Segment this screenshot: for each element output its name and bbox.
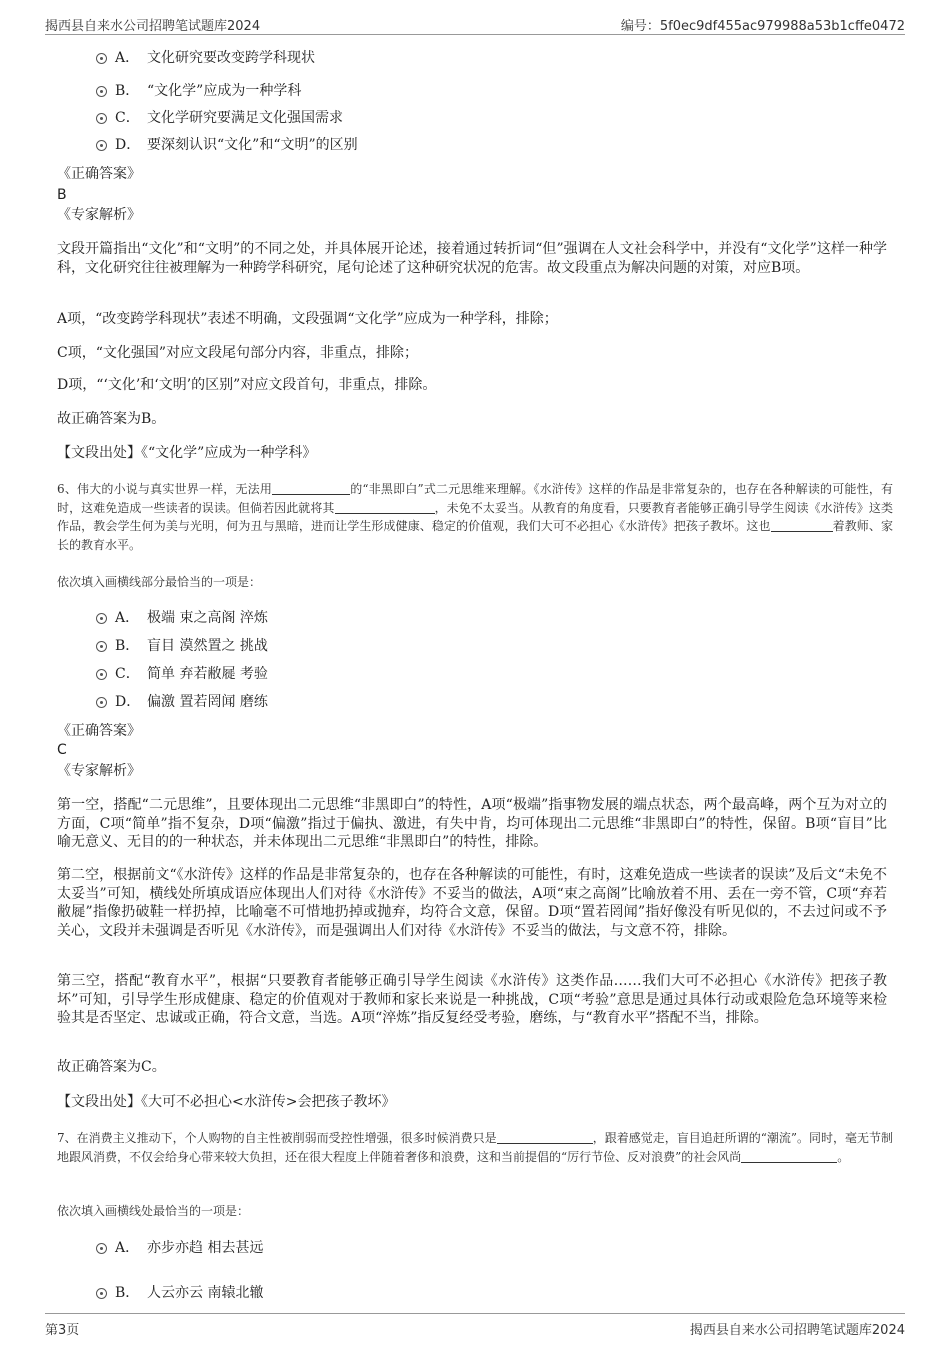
footer-title: 揭西县自来水公司招聘笔试题库2024 [689,1323,905,1338]
q6-conclusion: 故正确答案为C。 [57,1059,166,1075]
radio-icon[interactable] [96,140,107,151]
q5-analysis-para-1: 文段开篇指出“文化”和“文明”的不同之处，并具体展开论述，接着通过转折词“但”强调在人文社会科学中，并没有“文化学”这样一种学科，文化研究往往被理解为一种跨学科研究，尾句论述了这种研究状况的危害。故文段重点为解决问题的对策，对应B项。 [57,241,887,276]
page-footer [45,1313,905,1338]
q5-option-d[interactable]: D． 要深刻认识“文化”和“文明”的区别 [96,135,358,155]
fill-blank [335,501,435,514]
q6-analysis-para-3: 第三空，搭配“教育水平”，根据“只要教育者能够正确引导学生阅读《水浒传》这类作品……我们大可不必担心《水浒传》把孩子教坏”可知，引导学生形成健康、稳定的价值观对于教师和家长来说是一种挑战，C项“考验”意思是通过具体行动或艰险危急环境等来检验其是否坚定、忠诚或正确，符合文意，当选。A项“淬炼”指反复经受考验，磨练，与“教育水平”搭配不当，排除。 [57,973,887,1026]
q6-option-d[interactable]: D． 偏激 置若罔闻 磨练 [96,692,268,712]
q7-stem: 7、在消费主义推动下，个人购物的自主性被削弱而受控性增强，很多时候消费只是 ，跟着感觉走，盲目追赶所谓的“潮流”。同时，毫无节制地跟风消费，不仅会给身心带来较大负担，还在很大程度上伴随着奢侈和浪费，这和当前提倡的“厉行节俭、反对浪费”的社会风尚 。 [57,1131,893,1164]
q6-option-c[interactable]: C． 简单 弃若敝屣 考验 [96,664,268,684]
radio-icon[interactable] [96,86,107,97]
q5-option-c[interactable]: C． 文化学研究要满足文化强国需求 [96,108,343,128]
q5-option-b[interactable]: B． “文化学”应成为一种学科 [96,81,301,101]
q7-prompt: 依次填入画横线处最恰当的一项是： [57,1204,250,1218]
radio-icon[interactable] [96,1243,107,1254]
q5-analysis-label: 《专家解析》 [57,207,141,223]
header-title: 揭西县自来水公司招聘笔试题库2024 [45,19,261,34]
radio-icon[interactable] [96,669,107,680]
page-number: 第3页 [45,1323,80,1338]
q6-answer: C [57,742,67,758]
fill-blank [771,519,833,532]
q5-source: 【文段出处】《“文化学”应成为一种学科》 [57,445,317,461]
q6-analysis-para-1: 第一空，搭配“二元思维”，且要体现出二元思维“非黑即白”的特性，A项“极端”指事物发展的端点状态，两个最高峰，两个互为对立的方面，C项“简单”指不复杂，D项“偏激”指过于偏执、激进，有失中肯，均可体现出二元思维“非黑即白”的特性，保留。B项“盲目”比喻无意义、无目的的一种状态，并未体现出二元思维“非黑即白”的特性，排除。 [57,797,887,850]
q6-source: 【文段出处】《大可不必担心<水浒传>会把孩子教坏》 [57,1094,396,1110]
radio-icon[interactable] [96,697,107,708]
fill-blank [272,482,350,495]
q7-option-b[interactable]: B． 人云亦云 南辕北辙 [96,1283,263,1303]
q6-option-a[interactable]: A． 极端 束之高阁 淬炼 [96,608,268,628]
q6-option-b[interactable]: B． 盲目 漠然置之 挑战 [96,636,268,656]
q6-answer-label: 《正确答案》 [57,723,141,739]
radio-icon[interactable] [96,641,107,652]
radio-icon[interactable] [96,53,107,64]
fill-blank [741,1150,837,1163]
q6-analysis-label: 《专家解析》 [57,763,141,779]
q5-analysis-para-4: D项，“‘文化’和‘文明’的区别”对应文段首句，非重点，排除。 [57,377,437,393]
q5-conclusion: 故正确答案为B。 [57,411,166,427]
radio-icon[interactable] [96,1288,107,1299]
q5-analysis-para-2: A项，“改变跨学科现状”表述不明确，文段强调“文化学”应成为一种学科，排除； [57,311,558,327]
q5-option-a[interactable]: A． 文化研究要改变跨学科现状 [96,48,315,68]
q5-answer-label: 《正确答案》 [57,166,141,182]
q6-prompt: 依次填入画横线部分最恰当的一项是： [57,575,262,589]
q6-analysis-para-2: 第二空，根据前文“《水浒传》这样的作品是非常复杂的，也存在各种解读的可能性，有时，这难免造成一些读者的误读”及后文“未免不太妥当”可知，横线处所填成语应体现出人们对待《水浒传》不妥当的做法，A项“束之高阁”比喻放着不用、丢在一旁不管，C项“弃若敝屣”指像扔破鞋一样扔掉，比喻毫不可惜地扔掉或抛弃，均符合文意，保留。D项“置若罔闻”指好像没有听见似的，不去过问或不予关心，文段并未强调是否听见《水浒传》，而是强调出人们对待《水浒传》不妥当的做法，与文意不符，排除。 [57,867,887,939]
page-header [45,12,905,35]
q6-stem: 6、伟大的小说与真实世界一样，无法用 的“非黑即白”式二元思维来理解。《水浒传》这样的作品是非常复杂的，也存在各种解读的可能性，有时，这难免造成一些读者的误读。但倘若因此就将其 ，未免不太妥当。从教育的角度看，只要教育者能够正确引导学生阅读《水浒传》这类作品，教会学生何为美与光明，何为丑与黑暗，进而让学生形成健康、稳定的价值观，我们大可不必担心《水浒传》把孩子教坏。这也 着教师、家长的教育水平。 [57,482,894,552]
fill-blank [497,1131,593,1144]
header-doc-id: 编号：5f0ec9df455ac979988a53b1cffe0472 [620,19,905,34]
q7-option-a[interactable]: A． 亦步亦趋 相去甚远 [96,1238,263,1258]
q5-answer: B [57,187,67,203]
q5-analysis-para-3: C项，“文化强国”对应文段尾句部分内容，非重点，排除； [57,345,419,361]
radio-icon[interactable] [96,113,107,124]
radio-icon[interactable] [96,613,107,624]
